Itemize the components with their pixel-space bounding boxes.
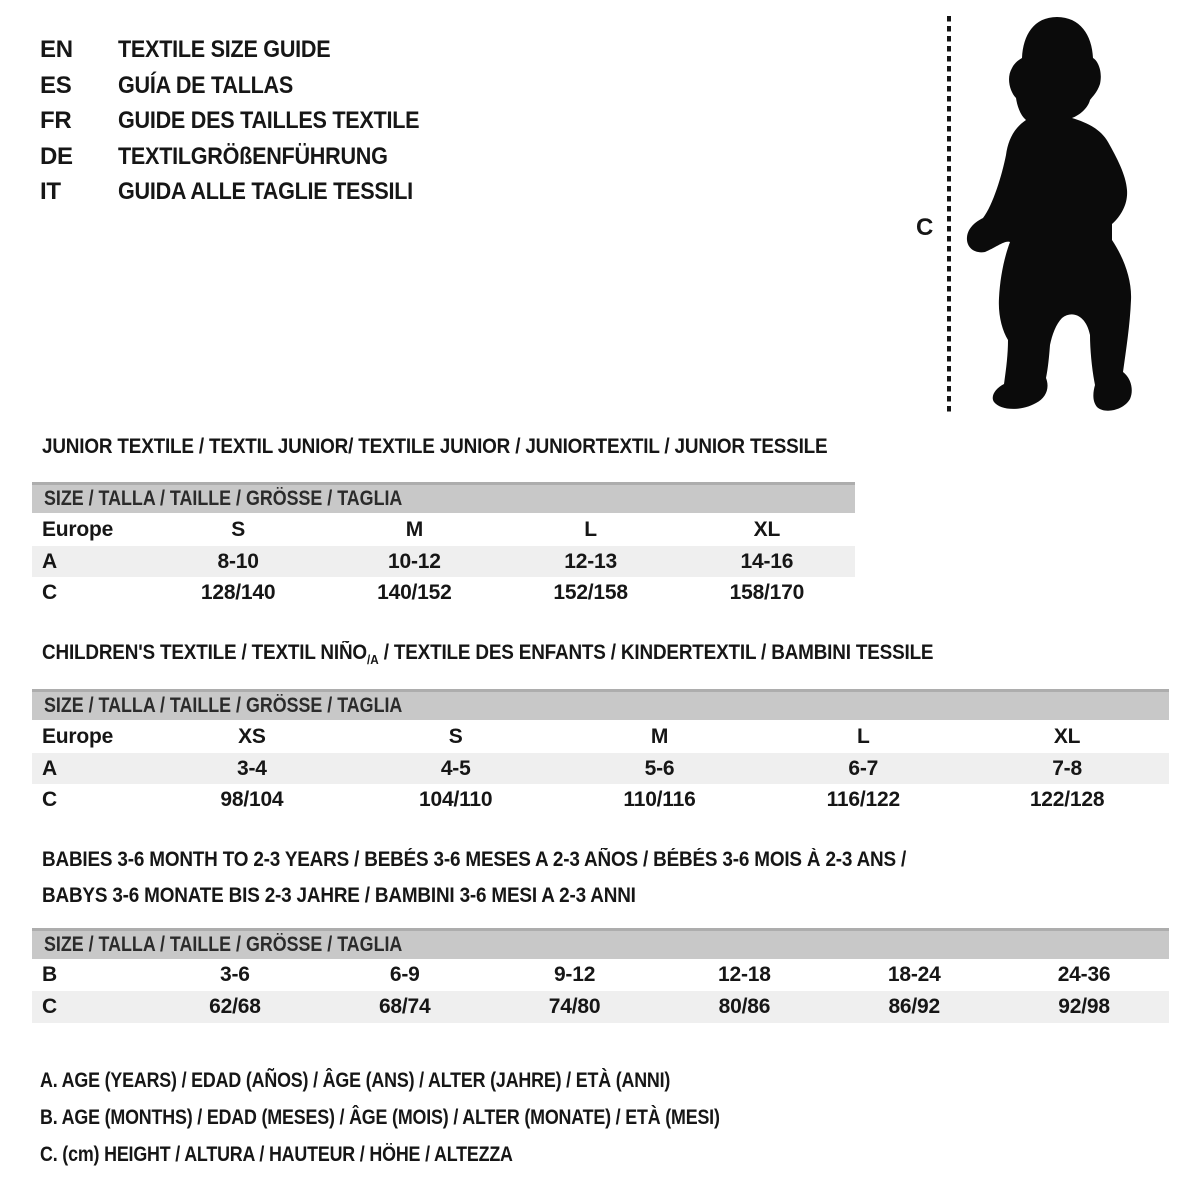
children-size-table (32, 689, 1169, 815)
size-column-header: S (448, 724, 463, 748)
language-label: GUIDA ALLE TAGLIE TESSILI (118, 178, 413, 205)
row-label: A (42, 549, 57, 573)
row-label: C (42, 787, 57, 811)
row-label: A (42, 756, 57, 780)
language-code: IT (40, 178, 61, 205)
region-label: Europe (42, 724, 114, 748)
size-column-header: L (584, 517, 597, 541)
height-cell: 98/104 (220, 787, 284, 811)
size-column-header: M (405, 517, 424, 541)
children-size-header-bar: SIZE / TALLA / TAILLE / GRÖSSE / TAGLIA (32, 689, 1169, 720)
babies-size-header-bar: SIZE / TALLA / TAILLE / GRÖSSE / TAGLIA (32, 928, 1169, 959)
age-cell: 4-5 (440, 756, 471, 780)
children-table-header-row (32, 720, 1169, 753)
children-section-title: CHILDREN'S TEXTILE / TEXTIL $NIÑO_{/A}$ / TEXTILE DES ENFANTS / KINDERTEXTIL / BAMBINI TESSILE (42, 641, 934, 667)
language-code: EN (40, 36, 73, 63)
age-cell: 18-24 (887, 963, 941, 986)
height-cell: 80/86 (718, 995, 771, 1018)
language-title-list (40, 32, 453, 210)
size-column-header: M (650, 724, 669, 748)
height-cell: 110/116 (623, 787, 696, 811)
language-code: ES (40, 71, 72, 99)
age-cell: 3-4 (237, 756, 267, 780)
height-cell: 92/98 (1058, 995, 1110, 1018)
height-cell: 158/170 (729, 580, 805, 604)
height-cell: 128/140 (200, 580, 276, 604)
height-cell: 62/68 (209, 995, 261, 1018)
size-column-header: XL (753, 517, 781, 541)
region-label: Europe (42, 517, 114, 541)
junior-row-age (32, 546, 855, 577)
language-label: GUIDE DES TAILLES TEXTILE (118, 107, 420, 134)
age-cell: 5-6 (644, 756, 675, 780)
language-label: TEXTILGRÖßENFÜHRUNG (118, 142, 388, 170)
junior-section-title: JUNIOR TEXTILE / TEXTIL JUNIOR/ TEXTILE JUNIOR / JUNIORTEXTIL / JUNIOR TESSILE (42, 435, 828, 458)
footnote-c: C. (cm) HEIGHT / ALTURA / HAUTEUR / HÖHE / ALTEZZA (40, 1143, 513, 1166)
babies-size-table (32, 928, 1169, 1023)
height-cell: 104/110 (419, 787, 493, 811)
size-column-header: S (231, 517, 246, 541)
toddler-silhouette-icon (955, 10, 1140, 422)
height-cell: 122/128 (1029, 787, 1105, 811)
height-cell: 116/122 (826, 787, 900, 811)
junior-size-table (32, 482, 855, 608)
age-cell: 12-13 (564, 549, 617, 573)
age-cell: 10-12 (388, 549, 441, 573)
age-cell: 3-6 (220, 963, 250, 986)
size-column-header: L (856, 724, 870, 748)
age-cell: 7-8 (1052, 756, 1082, 780)
age-cell: 6-7 (848, 756, 879, 780)
babies-row-age-months (32, 959, 1169, 991)
junior-size-header-bar: SIZE / TALLA / TAILLE / GRÖSSE / TAGLIA (32, 482, 855, 513)
children-row-height (32, 784, 1169, 815)
babies-row-height (32, 991, 1169, 1023)
age-cell: 8-10 (217, 549, 259, 573)
row-label: C (42, 995, 57, 1018)
language-code: FR (40, 107, 72, 134)
babies-section-title-line2: BABYS 3-6 MONATE BIS 2-3 JAHRE / BAMBINI 3-6 MESI A 2-3 ANNI (42, 884, 636, 907)
age-cell: 24-36 (1057, 963, 1111, 986)
language-label: TEXTILE SIZE GUIDE (118, 36, 331, 63)
size-column-header: XS (238, 724, 266, 748)
age-cell: 6-9 (389, 963, 420, 986)
size-column-header: XL (1053, 724, 1081, 748)
footnote-a: A. AGE (YEARS) / EDAD (AÑOS) / ÂGE (ANS) / ALTER (JAHRE) / ETÀ (ANNI) (40, 1069, 671, 1092)
height-cell: 86/92 (888, 995, 941, 1018)
language-code: DE (40, 142, 73, 170)
height-cell: 68/74 (378, 995, 431, 1018)
height-cell: 140/152 (377, 580, 452, 604)
language-label: GUÍA DE TALLAS (118, 71, 294, 99)
nino-a-subscript: /A (366, 652, 379, 667)
age-cell: 12-18 (718, 963, 771, 986)
footnote-legend (40, 1062, 840, 1173)
height-measure-label: C (916, 214, 934, 241)
junior-table-header-row (32, 513, 855, 546)
age-cell: 14-16 (740, 549, 794, 573)
height-measure-line (947, 16, 951, 416)
age-cell: 9-12 (553, 963, 596, 986)
height-cell: 152/158 (553, 580, 628, 604)
row-label: C (42, 580, 57, 604)
row-label: B (42, 963, 57, 986)
junior-row-height (32, 577, 855, 608)
height-cell: 74/80 (548, 995, 601, 1018)
footnote-b: B. AGE (MONTHS) / EDAD (MESES) / ÂGE (MOIS) / ALTER (MONATE) / ETÀ (MESI) (40, 1106, 720, 1129)
children-row-age (32, 753, 1169, 784)
babies-section-title-line1: BABIES 3-6 MONTH TO 2-3 YEARS / BEBÉS 3-6 MESES A 2-3 AÑOS / BÉBÉS 3-6 MOIS À 2-3 ANS / (42, 848, 907, 871)
